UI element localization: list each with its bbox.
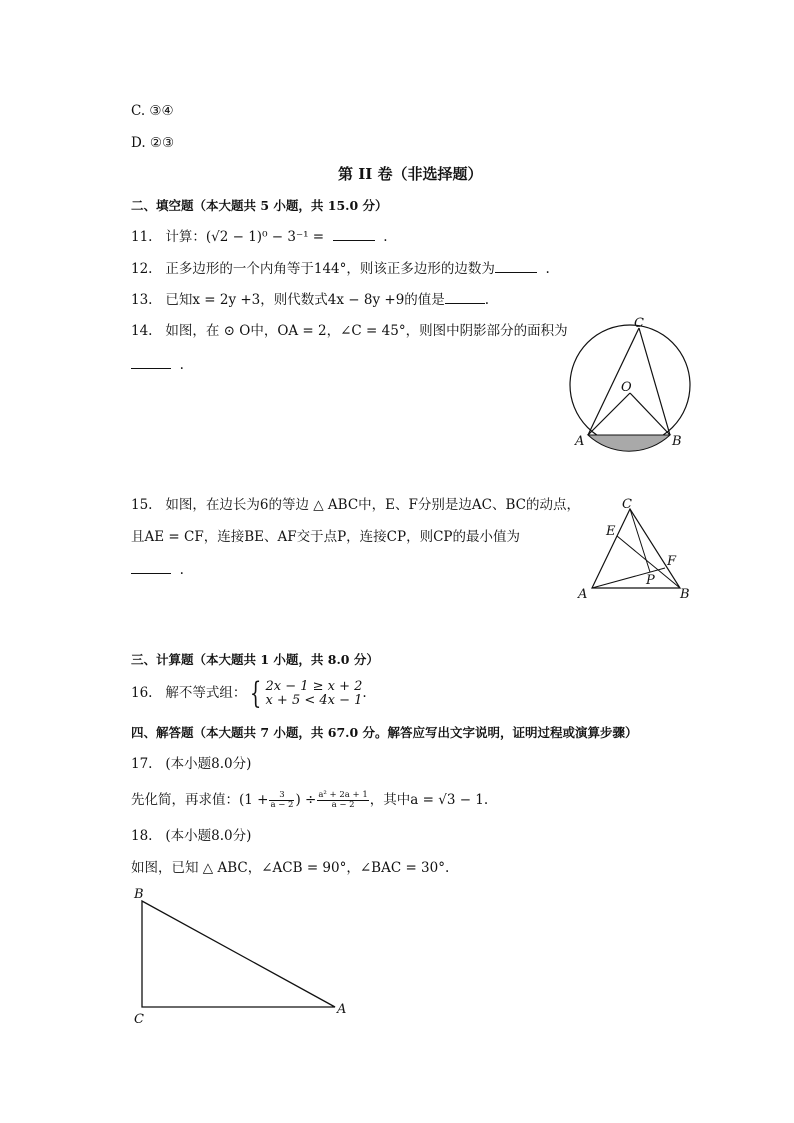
label-c: C (134, 1012, 144, 1027)
question-score: (本小题8.0分) (165, 828, 252, 844)
answer-blank[interactable] (445, 291, 485, 304)
end-mark: . (383, 229, 388, 245)
question-number: 16. (131, 685, 153, 701)
question-text: 如图，在 ⊙ O中，OA = 2，∠C = 45°，则图中阴影部分的面积为 (165, 323, 568, 339)
fraction-2 (317, 791, 368, 810)
section-fill-header: 二、填空题（本大题共 5 小题，共 15.0 分） (131, 198, 388, 213)
question-17 (131, 755, 251, 773)
answer-blank[interactable] (333, 228, 375, 241)
question-expression: (√2 − 1)⁰ − 3⁻¹ = (205, 229, 325, 245)
label-b: B (134, 887, 144, 902)
label-b: B (680, 587, 690, 602)
section-calc-header: 三、计算题（本大题共 1 小题，共 8.0 分） (131, 652, 379, 667)
question-number: 17. (131, 756, 153, 772)
triangle-figure (570, 495, 695, 605)
end-mark: . (484, 292, 490, 308)
label-o: O (621, 380, 632, 395)
fraction-denominator: a − 2 (270, 800, 294, 810)
question-number: 14. (131, 323, 153, 339)
answer-blank[interactable] (131, 356, 171, 369)
question-14 (131, 322, 568, 340)
condition-text: ，其中a = √3 − 1. (369, 792, 489, 808)
label-b: B (672, 434, 682, 449)
answer-blank[interactable] (131, 561, 171, 574)
label-a: A (337, 1002, 347, 1017)
question-number: 13. (131, 292, 153, 308)
label-f: F (667, 554, 677, 569)
section-answer-header: 四、解答题（本大题共 7 小题，共 67.0 分。解答应写出文字说明，证明过程或演算步骤） (131, 725, 638, 740)
question-text: 如图，在边长为6的等边 △ ABC中，E、F分别是边AC、BC的动点， (165, 497, 580, 513)
right-triangle-figure (125, 883, 355, 1028)
option-d: D. ②③ (131, 135, 175, 151)
triangle-abc (142, 901, 335, 1007)
segment-cp (630, 509, 650, 572)
inequality-system (246, 675, 363, 711)
question-text: 解不等式组： (165, 685, 247, 701)
question-number: 12. (131, 261, 153, 277)
brace-icon: { (250, 675, 262, 711)
question-15-answer-line (131, 561, 184, 579)
question-17-body (131, 786, 488, 814)
end-mark: . (179, 562, 184, 578)
fraction-numerator: a² + 2a + 1 (318, 790, 368, 800)
division-text: ) ÷ (295, 792, 317, 808)
segment-oa (588, 393, 630, 435)
end-mark: . (545, 261, 550, 277)
answer-blank[interactable] (495, 260, 537, 273)
question-number: 15. (131, 497, 153, 513)
question-12 (131, 260, 550, 278)
question-text: 先化简，再求值：(1 + (131, 792, 269, 808)
question-15-line2: 且AE = CF，连接BE、AF交于点P，连接CP，则CP的最小值为 (131, 529, 520, 545)
shaded-segment (588, 435, 670, 451)
fraction-1 (269, 791, 294, 810)
label-p: P (646, 573, 655, 588)
end-mark: . (179, 357, 184, 373)
label-e: E (606, 524, 616, 539)
label-a: A (575, 434, 585, 449)
question-16 (131, 675, 367, 711)
question-number: 18. (131, 828, 153, 844)
circle-figure (560, 315, 700, 455)
fraction-denominator: a − 2 (331, 800, 355, 810)
question-18 (131, 827, 251, 845)
question-14-answer-line (131, 356, 184, 374)
end-mark: . (362, 685, 367, 701)
question-text: 正多边形的一个内角等于144°，则该正多边形的边数为 (165, 261, 495, 277)
question-text: 已知x = 2y +3，则代数式4x − 8y +9的值是 (165, 292, 445, 308)
part2-title: 第 II 卷（非选择题） (338, 165, 483, 183)
inequality-2: x + 5 < 4x − 1 (265, 692, 363, 708)
option-c: C. ③④ (131, 103, 174, 119)
label-a: A (578, 587, 588, 602)
label-c: C (622, 497, 632, 512)
question-text: 计算： (165, 229, 206, 245)
question-score: (本小题8.0分) (165, 756, 252, 772)
inequality-1: 2x − 1 ≥ x + 2 (265, 678, 363, 694)
fraction-numerator: 3 (269, 791, 294, 801)
label-c: C (634, 316, 644, 331)
question-18-text: 如图，已知 △ ABC，∠ACB = 90°，∠BAC = 30°. (131, 860, 450, 876)
question-number: 11. (131, 229, 153, 245)
question-11 (131, 228, 388, 246)
question-15 (131, 496, 580, 514)
question-13 (131, 291, 489, 309)
